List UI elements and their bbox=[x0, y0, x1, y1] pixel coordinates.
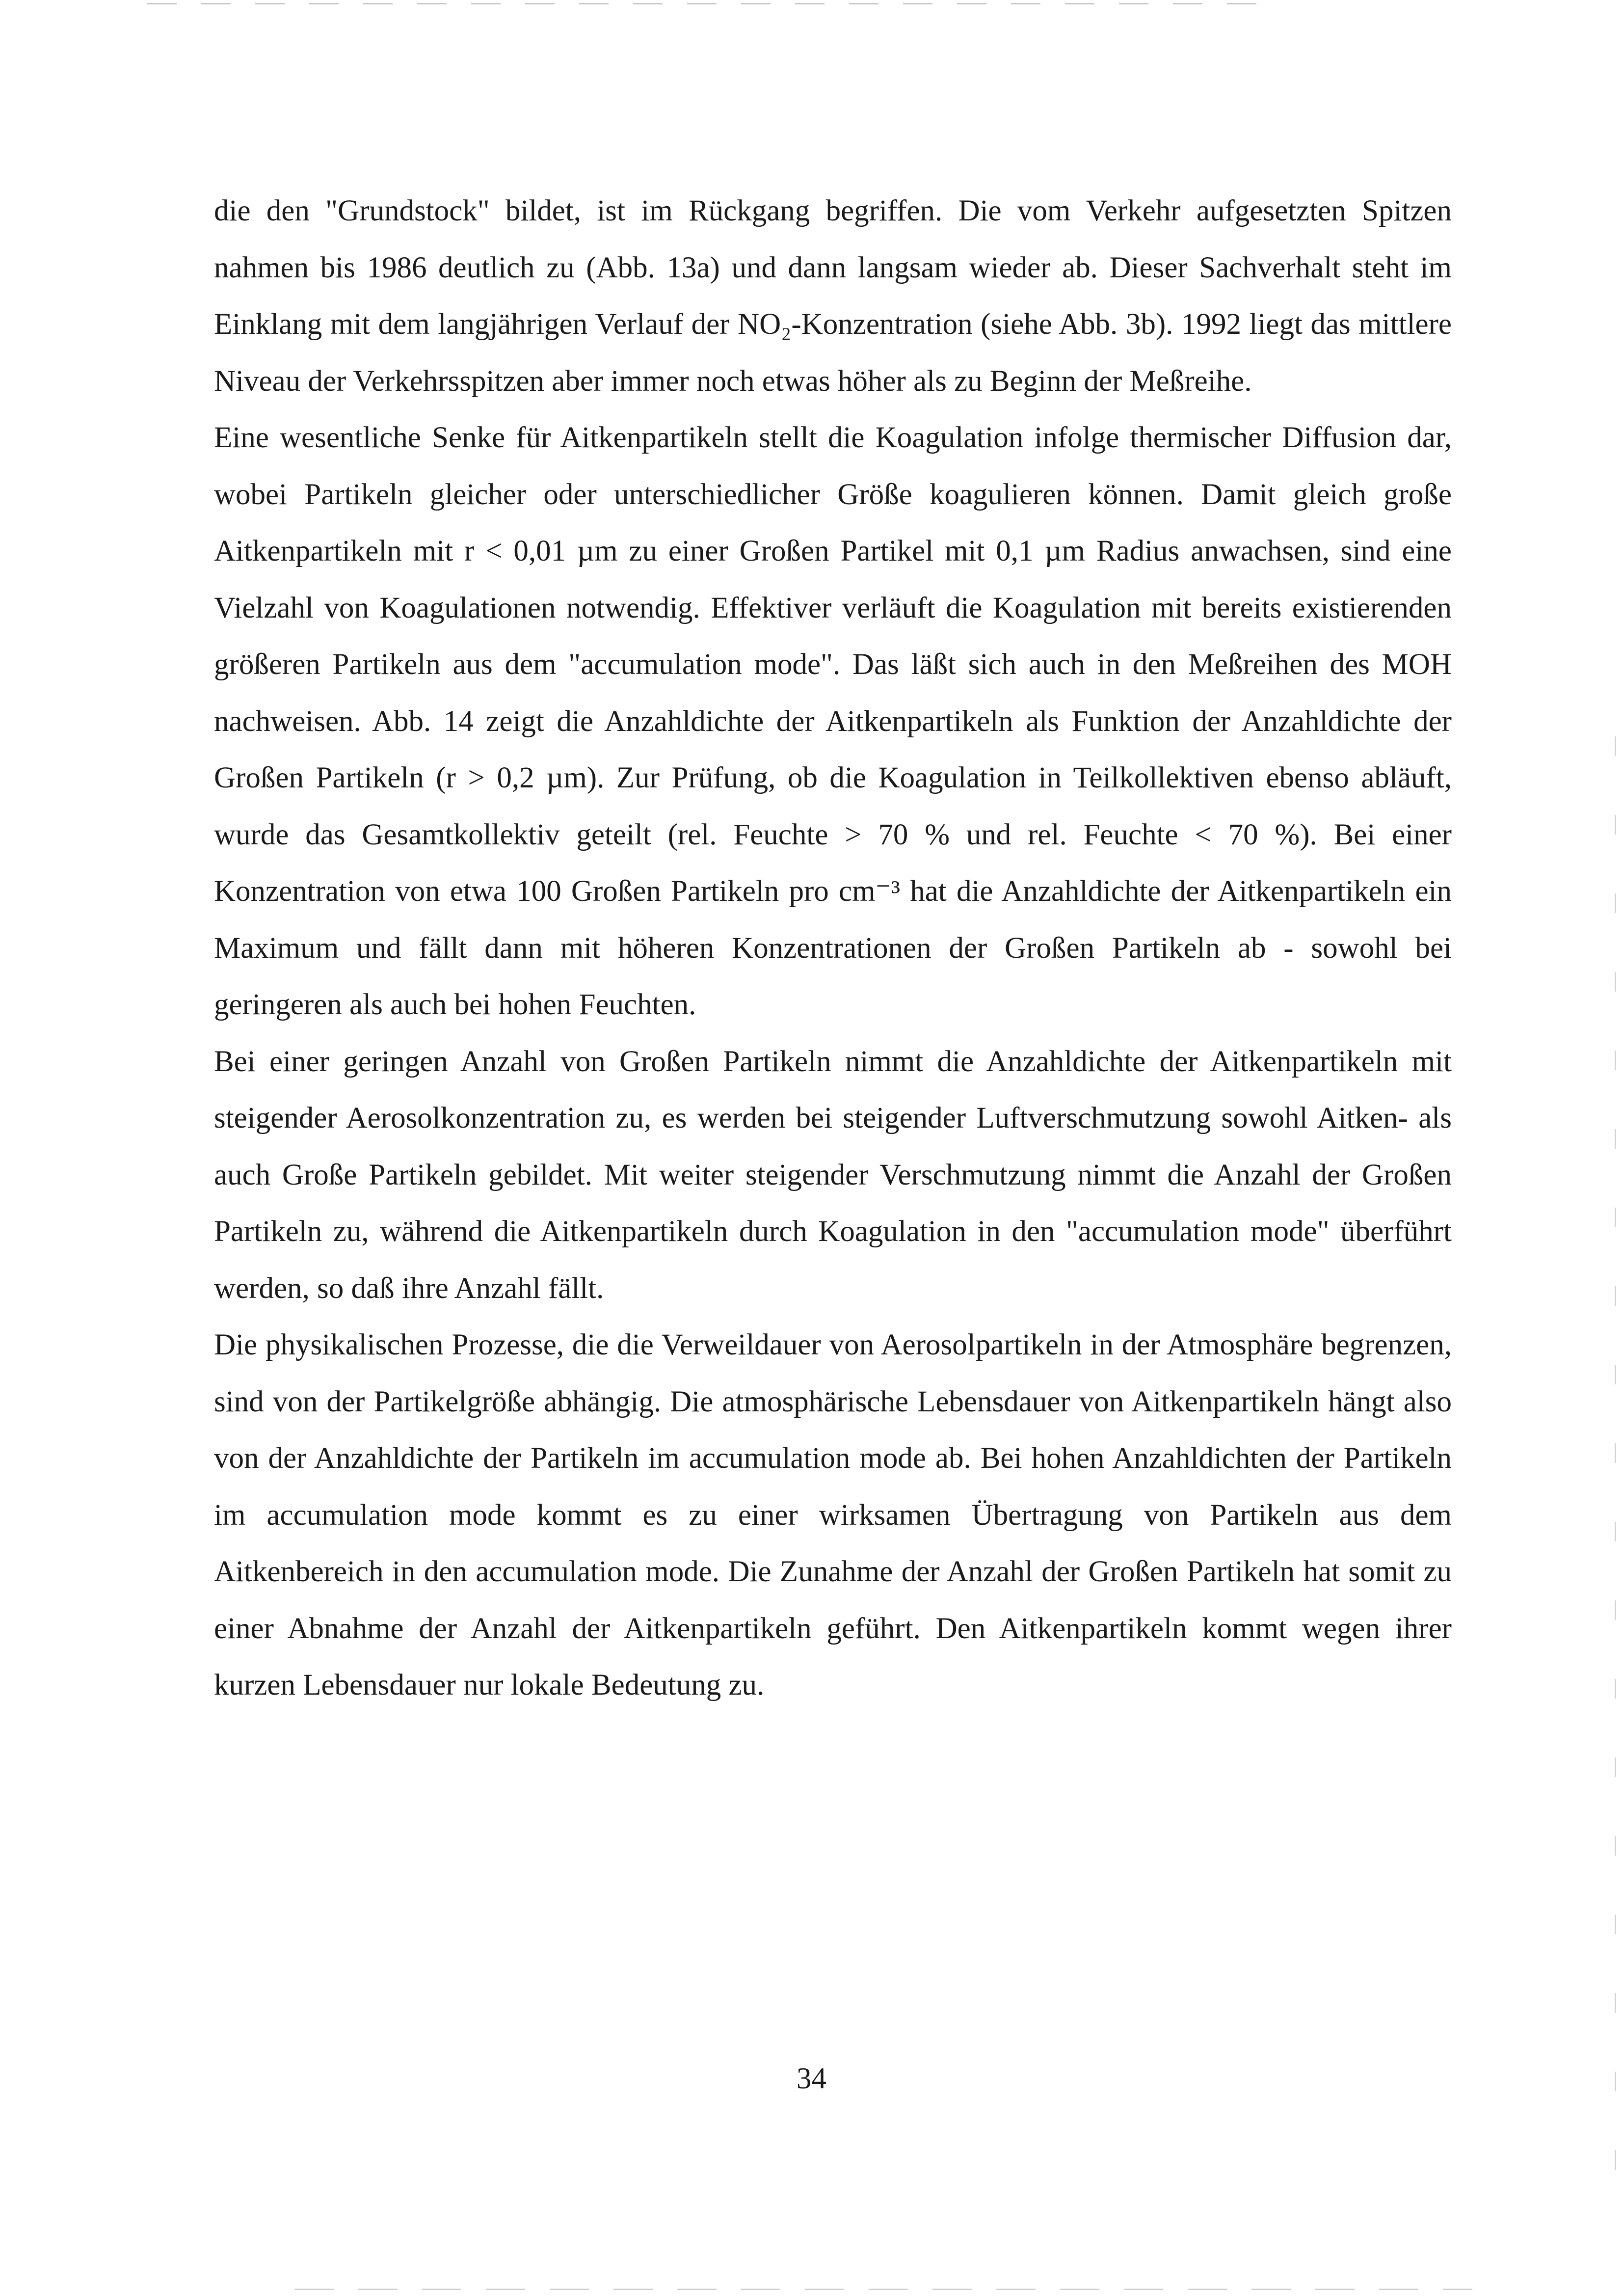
scan-edge-right bbox=[1615, 736, 1616, 2209]
paragraph-2: Eine wesentliche Senke für Aitkenpartikeln stellt die Koagulation infolge thermischer Diffusion dar, wobei Partikeln gleicher oder unterschiedlicher Größe koagulieren können. Damit gleich große Aitkenpartikeln mit r < 0,01 µm zu einer Großen Partikel mit 0,1 µm Radius anwachsen, sind eine Vielzahl von Koagulationen notwendig. Effektiver verläuft die Koagulation mit bereits existierenden größeren Partikeln aus dem "accumulation mode". Das läßt sich auch in den Meßreihen des MOH nachweisen. Abb. 14 zeigt die Anzahldichte der Aitkenpartikeln als Funktion der Anzahldichte der Großen Partikeln (r > 0,2 µm). Zur Prüfung, ob die Koagulation in Teilkollektiven ebenso abläuft, wurde das Gesamtkollektiv geteilt (rel. Feuchte > 70 % und rel. Feuchte < 70 %). Bei einer Konzentration von etwa 100 Großen Partikeln pro cm⁻³ hat die Anzahldichte der Aitkenpartikeln ein Maximum und fällt dann mit höheren Konzentrationen der Großen Partikeln ab - sowohl bei geringeren als auch bei hohen Feuchten. bbox=[214, 421, 1452, 1021]
paragraph-3: Bei einer geringen Anzahl von Großen Partikeln nimmt die Anzahldichte der Aitkenpartikeln mit steigender Aerosolkonzentration zu, es werden bei steigender Luftverschmutzung sowohl Aitken- als auch Große Partikeln gebildet. Mit weiter steigender Verschmutzung nimmt die Anzahl der Großen Partikeln zu, während die Aitkenpartikeln durch Koagulation in den "accumulation mode" überführt werden, so daß ihre Anzahl fällt. bbox=[214, 1045, 1452, 1305]
document-body bbox=[214, 183, 1452, 1714]
scan-edge-top bbox=[147, 3, 1276, 4]
paragraph-4: Die physikalischen Prozesse, die die Verweildauer von Aerosolpartikeln in der Atmosphäre begrenzen, sind von der Partikelgröße abhängig. Die atmosphärische Lebensdauer von Aitkenpartikeln hängt also von der Anzahldichte der Partikeln im accumulation mode ab. Bei hohen Anzahldichten der Partikeln im accumulation mode kommt es zu einer wirksamen Übertragung von Partikeln aus dem Aitkenbereich in den accumulation mode. Die Zunahme der Anzahl der Großen Partikeln hat somit zu einer Abnahme der Anzahl der Aitkenpartikeln geführt. Den Aitkenpartikeln kommt wegen ihrer kurzen Lebensdauer nur lokale Bedeutung zu. bbox=[214, 1328, 1452, 1702]
scan-edge-bottom bbox=[294, 2289, 1472, 2290]
page-number: 34 bbox=[797, 2062, 826, 2095]
paragraph-1: die den "Grundstock" bildet, ist im Rückgang begriffen. Die vom Verkehr aufgesetzten Spitzen nahmen bis 1986 deutlich zu (Abb. 13a) und dann langsam wieder ab. Dieser Sachverhalt steht im Einklang mit dem langjährigen Verlauf der NO₂-Konzentration (siehe Abb. 3b). 1992 liegt das mittlere Niveau der Verkehrsspitzen aber immer noch etwas höher als zu Beginn der Meßreihe. bbox=[214, 194, 1452, 398]
